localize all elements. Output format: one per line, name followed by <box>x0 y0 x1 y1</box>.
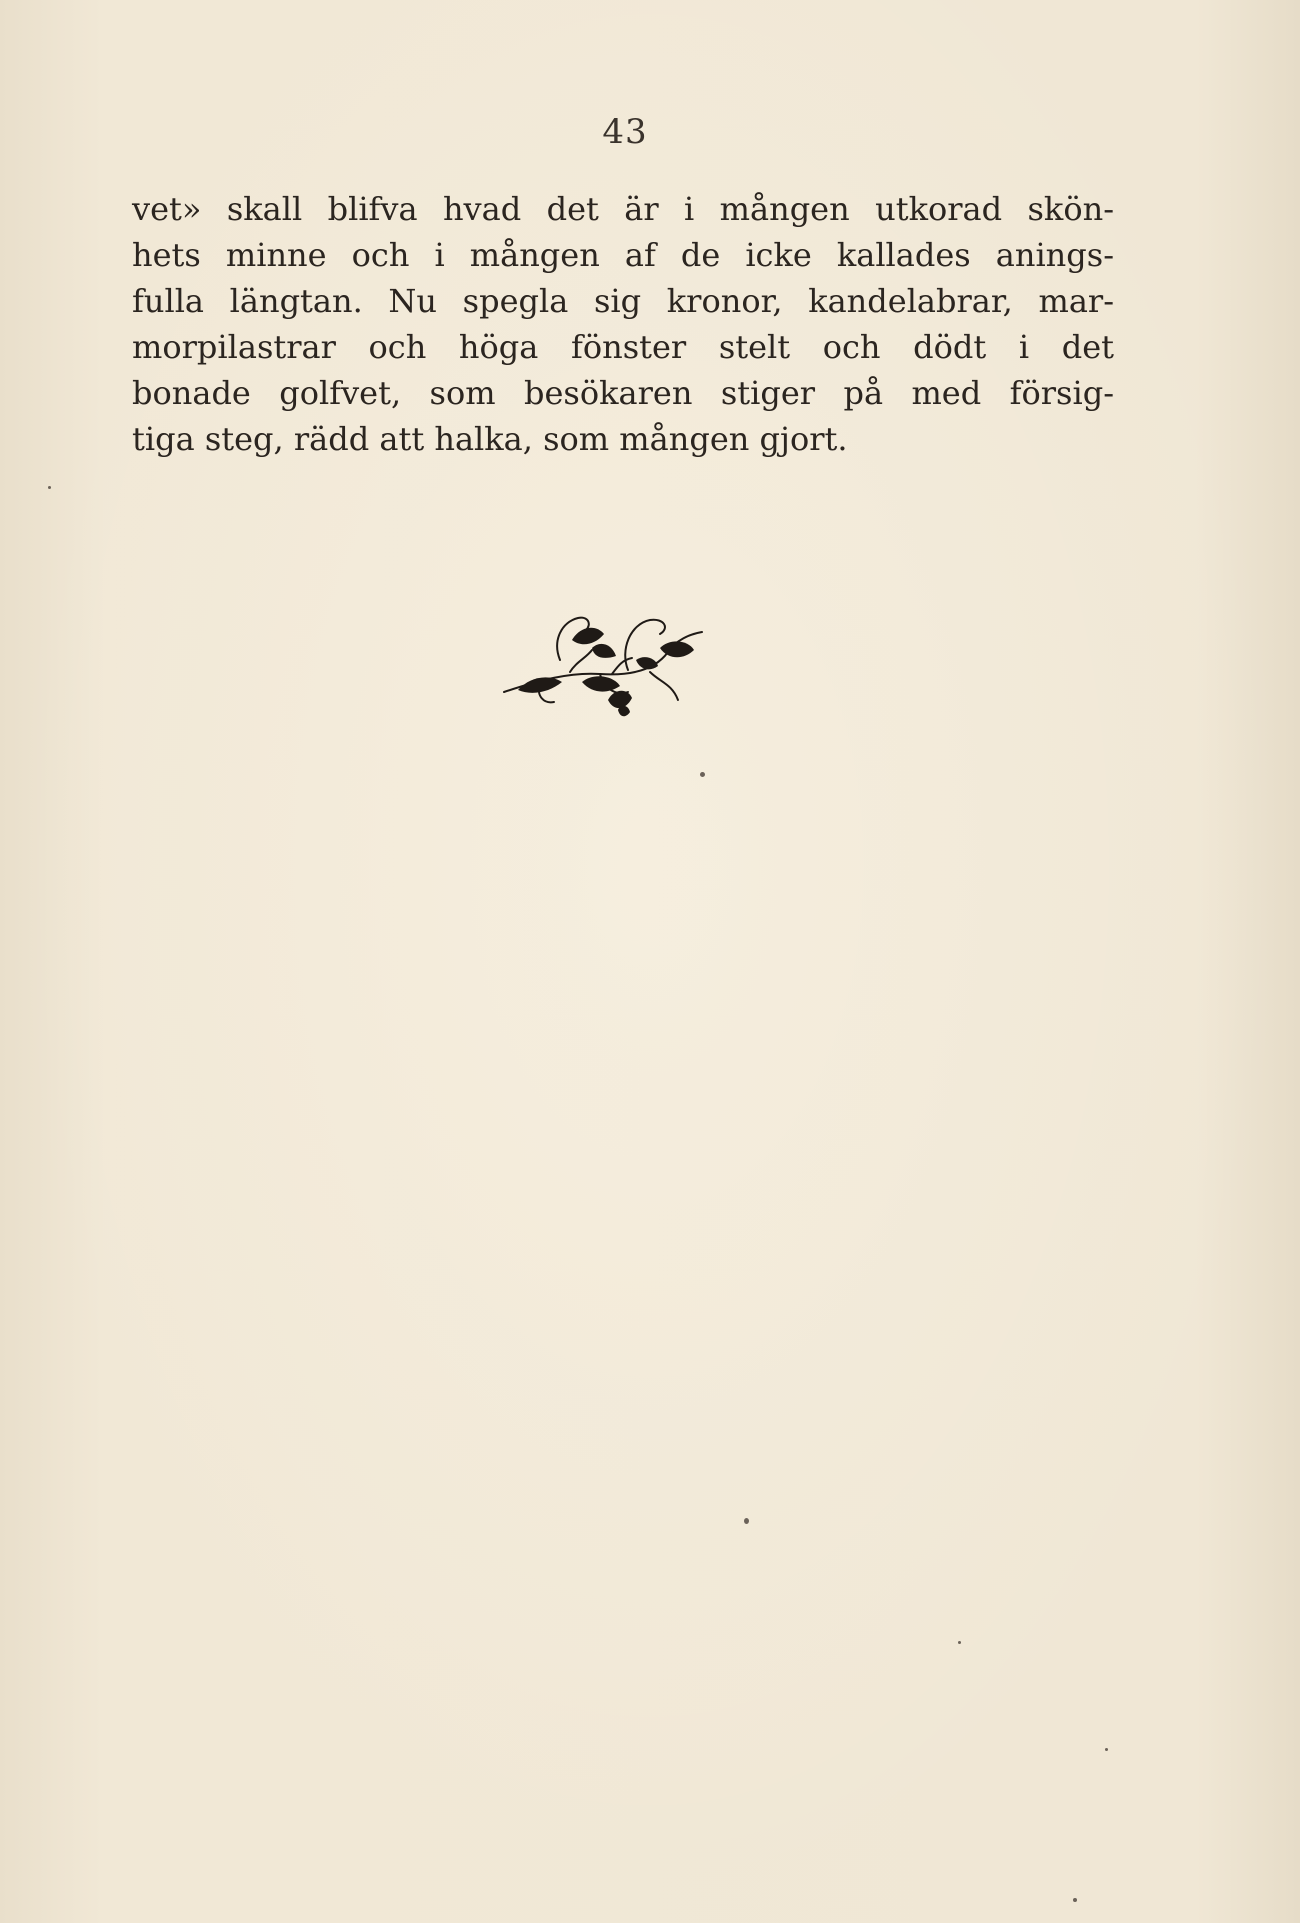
paper-speck <box>958 1641 961 1644</box>
text-line-6: tiga steg, rädd att halka, som mången gjort. <box>132 420 848 458</box>
paper-speck <box>48 486 51 489</box>
paper-speck <box>1105 1748 1108 1751</box>
paper-speck <box>1073 1898 1077 1902</box>
page-number: 43 <box>602 112 648 152</box>
leaf-branch-ornament-icon <box>500 600 710 725</box>
text-line-3: fulla längtan. Nu spegla sig kronor, kandelabrar, mar- <box>132 282 1114 320</box>
paper-speck <box>744 1518 749 1524</box>
text-line-1: vet» skall blifva hvad det är i mången utkorad skön- <box>132 190 1114 228</box>
text-line-5: bonade golfvet, som besökaren stiger på med försig- <box>132 374 1114 412</box>
text-line-2: hets minne och i mången af de icke kallades anings- <box>132 236 1114 274</box>
text-line-4: morpilastrar och höga fönster stelt och dödt i det <box>132 328 1114 366</box>
body-text <box>132 186 1114 462</box>
paper-speck <box>700 772 705 777</box>
